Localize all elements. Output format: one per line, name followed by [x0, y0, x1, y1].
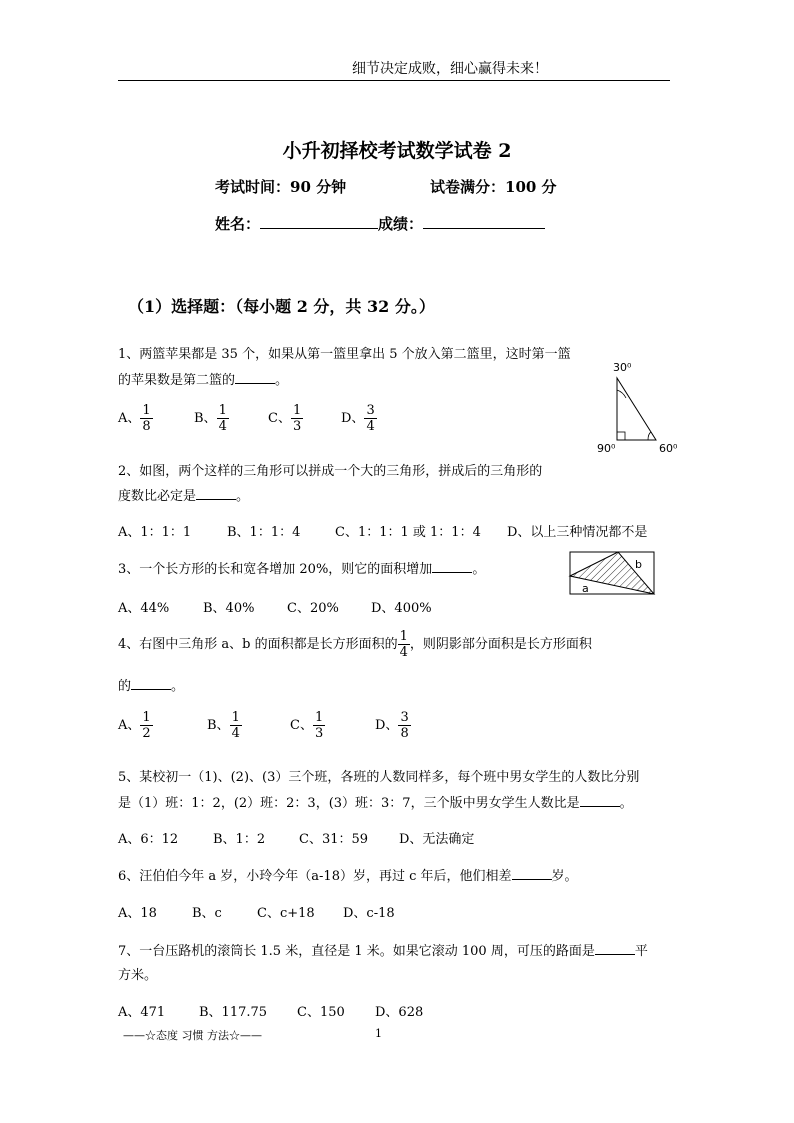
- q4-option-c-label: C、: [290, 718, 313, 733]
- grade-label: 成绩：: [378, 215, 424, 233]
- q2-option-d: D、以上三种情况都不是: [507, 525, 648, 540]
- fraction-denominator: 8: [142, 419, 151, 434]
- fraction-denominator: 4: [218, 419, 227, 434]
- q4-option-d: [375, 710, 411, 741]
- q4-answer-blank: [131, 677, 171, 690]
- q3-answer-blank: [432, 560, 472, 573]
- fraction-denominator: 8: [400, 726, 409, 741]
- q4-option-b-fraction: [230, 710, 242, 741]
- q4-option-d-fraction: [398, 710, 410, 741]
- q7-text: 7、一台压路机的滚筒长 1.5 米，直径是 1 米。如果它滚动 100 周，可压的路面是: [118, 944, 595, 959]
- q3-option-c: C、20%: [287, 601, 339, 616]
- angle-top-label: 30⁰: [613, 361, 632, 374]
- q2-text: 度数比必定是: [118, 489, 197, 504]
- label-b: b: [635, 558, 642, 571]
- angle-arc-top: [617, 390, 626, 398]
- q4-option-a: [118, 710, 153, 741]
- q6-text: 6、汪伯伯今年 a 岁，小玲今年（a-18）岁，再过 c 年后，他们相差: [118, 869, 512, 884]
- fraction-numerator: 1: [142, 710, 151, 725]
- q5-option-d: D、无法确定: [399, 832, 475, 847]
- q1-option-d-label: D、: [341, 411, 365, 426]
- angle-arc-right: [648, 432, 651, 440]
- fraction-numerator: 3: [400, 710, 409, 725]
- q3-option-d: D、400%: [371, 601, 432, 616]
- section-title: （1）选择题：（每小题 2 分，共 32 分。）: [128, 297, 435, 316]
- q6-end: 岁。: [551, 869, 578, 884]
- angle-right-label: 60⁰: [659, 442, 678, 455]
- q1-option-b: [194, 403, 229, 434]
- q3-option-b: B、40%: [203, 601, 255, 616]
- header-divider: [118, 80, 670, 81]
- q6-option-c: C、c+18: [257, 906, 315, 921]
- fraction-numerator: 3: [366, 403, 375, 418]
- q7-option-b: B、117.75: [199, 1005, 268, 1020]
- q7-line2: 方米。: [118, 968, 158, 983]
- q1-option-b-label: B、: [194, 411, 217, 426]
- fraction-denominator: 4: [399, 645, 408, 660]
- q5-option-a: A、6：12: [118, 832, 179, 847]
- q2-option-b: B、1：1：4: [227, 525, 301, 540]
- q1-option-b-fraction: [217, 403, 229, 434]
- q2-option-a: A、1：1：1: [118, 525, 192, 540]
- q2-option-c: C、1：1：1 或 1：1：4: [335, 525, 481, 540]
- q5-option-c: C、31：59: [299, 832, 369, 847]
- page-number: 1: [375, 1027, 382, 1040]
- exam-title: 小升初择校考试数学试卷 2: [282, 140, 512, 162]
- q1-option-a: [118, 403, 153, 434]
- q7-line1: [118, 940, 648, 959]
- header-motto: 细节决定成败，细心赢得未来！: [352, 61, 548, 77]
- q4-option-b-label: B、: [207, 718, 230, 733]
- q6-option-a: A、18: [118, 906, 157, 921]
- q1-answer-blank: [235, 371, 275, 384]
- q6-option-b: B、c: [192, 906, 222, 921]
- q1-end: 。: [275, 373, 289, 388]
- q7-end: 平: [634, 944, 648, 959]
- grade-blank: [423, 214, 545, 229]
- q4-option-c: [290, 710, 325, 741]
- q4-line2: [118, 675, 184, 694]
- q2-end: 。: [236, 489, 250, 504]
- name-row: [215, 213, 545, 234]
- q4-text2: 的: [118, 679, 132, 694]
- name-blank: [260, 214, 378, 229]
- q1-line2: [118, 369, 288, 388]
- q4-end: 。: [171, 679, 185, 694]
- q1-line1: 1、两篮苹果都是 35 个，如果从第一篮里拿出 5 个放入第二篮里，这时第一篮: [118, 347, 571, 362]
- q7-answer-blank: [595, 942, 635, 955]
- fraction-numerator: 1: [314, 710, 324, 725]
- q4-text-cont: ，则阴影部分面积是长方形面积: [409, 637, 592, 652]
- q4-fraction: [398, 629, 410, 660]
- fraction-denominator: 4: [231, 726, 240, 741]
- q3-option-a: A、44%: [118, 601, 170, 616]
- q2-line1: 2、如图，两个这样的三角形可以拼成一个大的三角形，拼成后的三角形的: [118, 464, 543, 479]
- right-triangle-figure: [590, 356, 690, 456]
- q7-option-d: D、628: [375, 1005, 424, 1020]
- q6-line1: [118, 865, 578, 884]
- q4-option-d-label: D、: [375, 718, 399, 733]
- fraction-denominator: 3: [314, 726, 324, 741]
- fraction-denominator: 3: [292, 419, 302, 434]
- q4-option-a-fraction: [140, 710, 152, 741]
- q1-option-d-fraction: [364, 403, 376, 434]
- footer-motto: ——☆态度 习惯 方法☆——: [123, 1029, 262, 1042]
- q3-end: 。: [472, 562, 486, 577]
- q1-option-c: [268, 403, 303, 434]
- fraction-numerator: 1: [399, 629, 408, 644]
- fraction-numerator: 1: [292, 403, 302, 418]
- fraction-numerator: 1: [231, 710, 240, 725]
- q5-end: 。: [619, 796, 633, 811]
- fraction-numerator: 1: [218, 403, 227, 418]
- q5-text: 是（1）班：1：2，(2）班：2：3，(3）班：3：7，三个版中男女学生人数比是: [118, 796, 580, 811]
- rectangle-figure: [566, 548, 658, 598]
- q1-text: 的苹果数是第二篮的: [118, 373, 236, 388]
- q2-line2: [118, 485, 249, 504]
- q5-line2: [118, 792, 633, 811]
- q4-option-c-fraction: [313, 710, 325, 741]
- q4-option-a-label: A、: [118, 718, 141, 733]
- q1-option-d: [341, 403, 377, 434]
- q1-option-a-label: A、: [118, 411, 141, 426]
- q1-option-c-label: C、: [268, 411, 291, 426]
- q6-answer-blank: [512, 867, 552, 880]
- q3-line1: [118, 558, 485, 577]
- q4-text: 4、右图中三角形 a、b 的面积都是长方形面积的: [118, 637, 398, 652]
- fraction-denominator: 4: [366, 419, 375, 434]
- q3-text: 3、一个长方形的长和宽各增加 20%，则它的面积增加: [118, 562, 433, 577]
- name-label: 姓名：: [215, 215, 261, 233]
- q1-option-c-fraction: [291, 403, 303, 434]
- fraction-denominator: 2: [142, 726, 151, 741]
- q7-option-c: C、150: [297, 1005, 345, 1020]
- exam-time: 考试时间：90 分钟: [215, 178, 347, 196]
- fraction-numerator: 1: [142, 403, 151, 418]
- q4-option-b: [207, 710, 242, 741]
- q6-option-d: D、c-18: [343, 906, 395, 921]
- exam-full-score: 试卷满分：100 分: [430, 178, 557, 196]
- q1-option-a-fraction: [140, 403, 152, 434]
- q4-line1: [118, 629, 592, 660]
- triangle-shape: [617, 378, 656, 440]
- q5-answer-blank: [580, 794, 620, 807]
- angle-left-label: 90⁰: [597, 442, 616, 455]
- label-a: a: [582, 582, 589, 595]
- q7-option-a: A、471: [118, 1005, 166, 1020]
- q5-option-b: B、1：2: [213, 832, 266, 847]
- q2-answer-blank: [196, 487, 236, 500]
- q5-line1: 5、某校初一（1)、(2)、(3）三个班，各班的人数同样多，每个班中男女学生的人数比分别: [118, 770, 640, 785]
- right-angle-mark: [617, 432, 625, 440]
